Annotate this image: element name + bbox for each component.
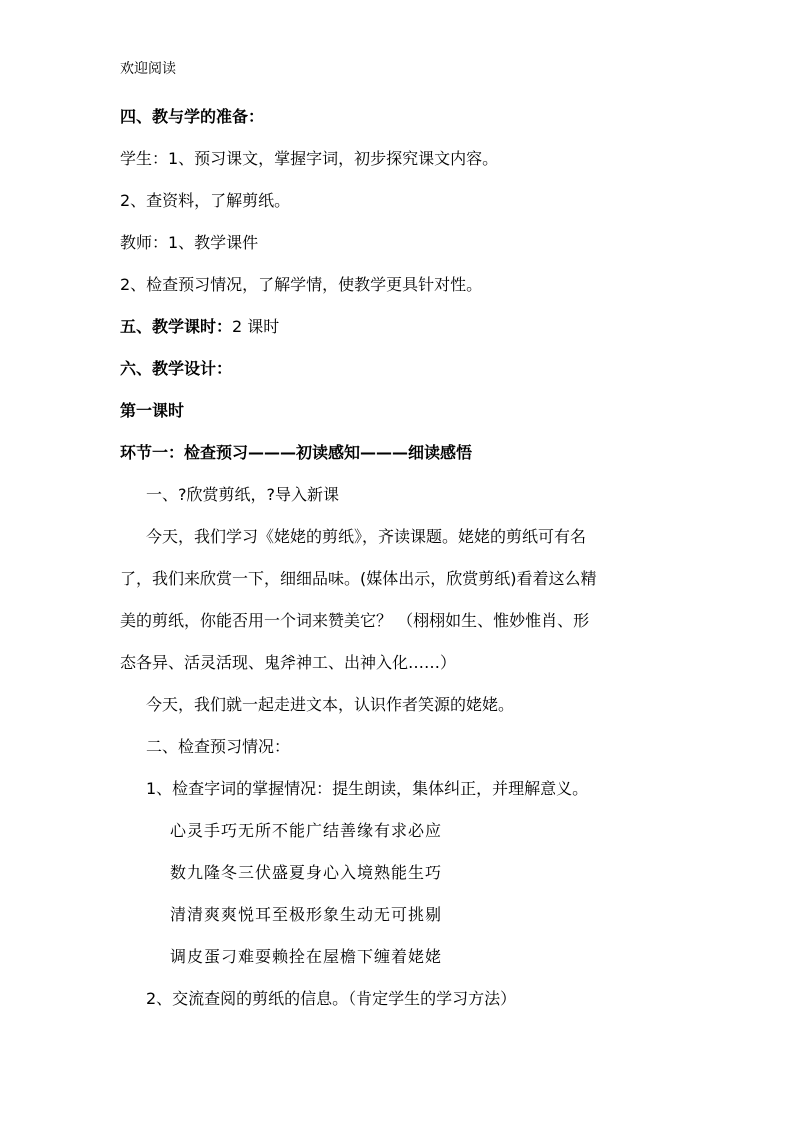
- vocab-line-2: 数九隆冬三伏盛夏身心入境熟能生巧: [170, 863, 443, 882]
- vocab-line-3: 清清爽爽悦耳至极形象生动无可挑剔: [170, 905, 443, 924]
- paragraph-2: 今天，我们就一起走进文本，认识作者笑源的姥姥。: [146, 695, 515, 714]
- item-1: 1、检查字词的掌握情况：提生朗读，集体纠正，并理解意义。: [146, 779, 589, 798]
- stage-1-title: 环节一：检查预习———初读感知———细读感悟: [120, 443, 473, 462]
- teacher-prep-line: 教师：1、教学课件: [120, 233, 259, 252]
- paragraph-1-line-2: 了，我们来欣赏一下，细细品味。(媒体出示，欣赏剪纸)看着这么精: [120, 569, 597, 588]
- page-header: 欢迎阅读: [120, 61, 176, 77]
- vocab-line-4: 调皮蛋刁难耍赖拴在屋檐下缠着姥姥: [170, 947, 443, 966]
- students-prep-line-2: 2、查资料，了解剪纸。: [120, 191, 291, 210]
- part-2-heading: 二、检查预习情况：: [146, 737, 291, 756]
- section-5-label: 五、教学课时：: [120, 317, 233, 336]
- part-1-heading: 一、?欣赏剪纸，?导入新课: [146, 485, 339, 504]
- lesson-1-title: 第一课时: [120, 401, 185, 420]
- item-2: 2、交流查阅的剪纸的信息。（肯定学生的学习方法）: [146, 989, 517, 1008]
- section-4-title: 四、教与学的准备：: [120, 107, 265, 126]
- paragraph-1-line-4: 态各异、活灵活现、鬼斧神工、出神入化……）: [120, 653, 457, 672]
- vocab-line-1: 心灵手巧无所不能广结善缘有求必应: [170, 821, 443, 840]
- section-5-line: [120, 316, 279, 338]
- section-6-title: 六、教学设计：: [120, 359, 233, 378]
- teacher-prep-line-2: 2、检查预习情况，了解学情，使教学更具针对性。: [120, 275, 483, 294]
- paragraph-1-line-3: 美的剪纸，你能否用一个词来赞美它？ （栩栩如生、惟妙惟肖、形: [120, 611, 590, 630]
- paragraph-1-line-1: 今天，我们学习《姥姥的剪纸》，齐读课题。姥姥的剪纸可有名: [146, 527, 587, 546]
- section-5-value: 2 课时: [232, 317, 280, 336]
- students-prep-line: 学生：1、预习课文，掌握字词，初步探究课文内容。: [120, 149, 499, 168]
